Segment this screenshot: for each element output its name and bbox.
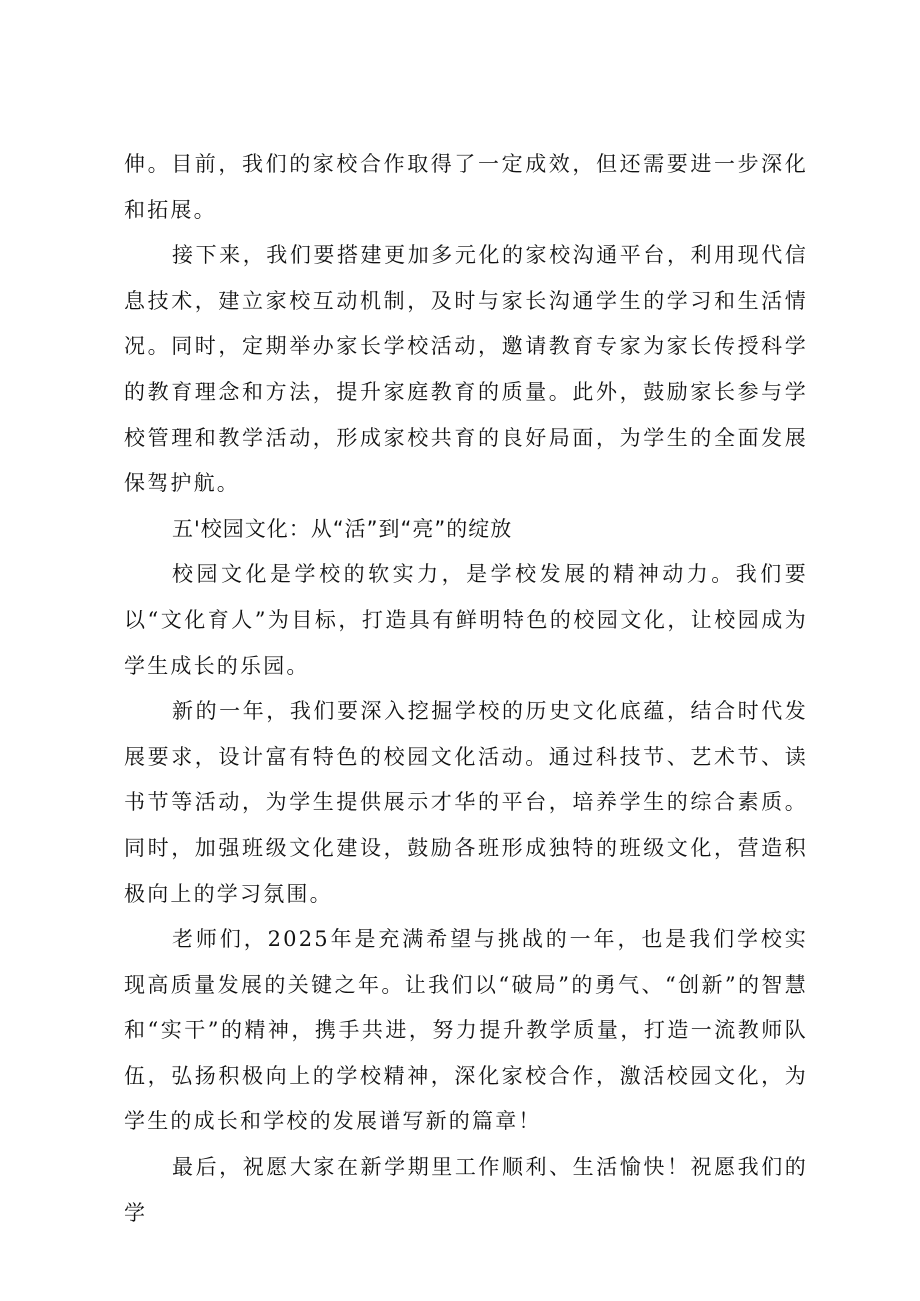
paragraph-continuation: 伸。目前，我们的家校合作取得了一定成效，但还需要进一步深化和拓展。 [124,152,808,222]
paragraph-campus-culture-intro: 校园文化是学校的软实力，是学校发展的精神动力。我们要以“文化育人”为目标，打造具有鲜明特色的校园文化，让校园成为学生成长的乐园。 [124,562,808,678]
paragraph-teachers-call: 老师们，2025年是充满希望与挑战的一年，也是我们学校实现高质量发展的关键之年。让我们以“破局”的勇气、“创新”的智慧和“实干”的精神，携手共进，努力提升教学质量，打造一流教师队伍，弘扬积极向上的学校精神，深化家校合作，激活校园文化，为学生的成长和学校的发展谱写新的篇章！ [124,927,808,1134]
paragraph-campus-culture-activities: 新的一年，我们要深入挖掘学校的历史文化底蕴，结合时代发展要求，设计富有特色的校园文化活动。通过科技节、艺术节、读书节等活动，为学生提供展示才华的平台，培养学生的综合素质。同时，加强班级文化建设，鼓励各班形成独特的班级文化，营造积极向上的学习氛围。 [124,699,808,906]
paragraph-home-school-platform: 接下来，我们要搭建更加多元化的家校沟通平台，利用现代信息技术，建立家校互动机制，及时与家长沟通学生的学习和生活情况。同时，定期举办家长学校活动，邀请教育专家为家长传授科学的教育理念和方法，提升家庭教育的质量。此外，鼓励家长参与学校管理和教学活动，形成家校共育的良好局面，为学生的全面发展保驾护航。 [124,243,808,496]
paragraph-closing-wishes: 最后，祝愿大家在新学期里工作顺利、生活愉快！祝愿我们的学 [124,1155,808,1225]
section-heading-campus-culture: 五'校园文化：从“活”到“亮”的绽放 [172,516,513,541]
document-body [124,142,808,1236]
